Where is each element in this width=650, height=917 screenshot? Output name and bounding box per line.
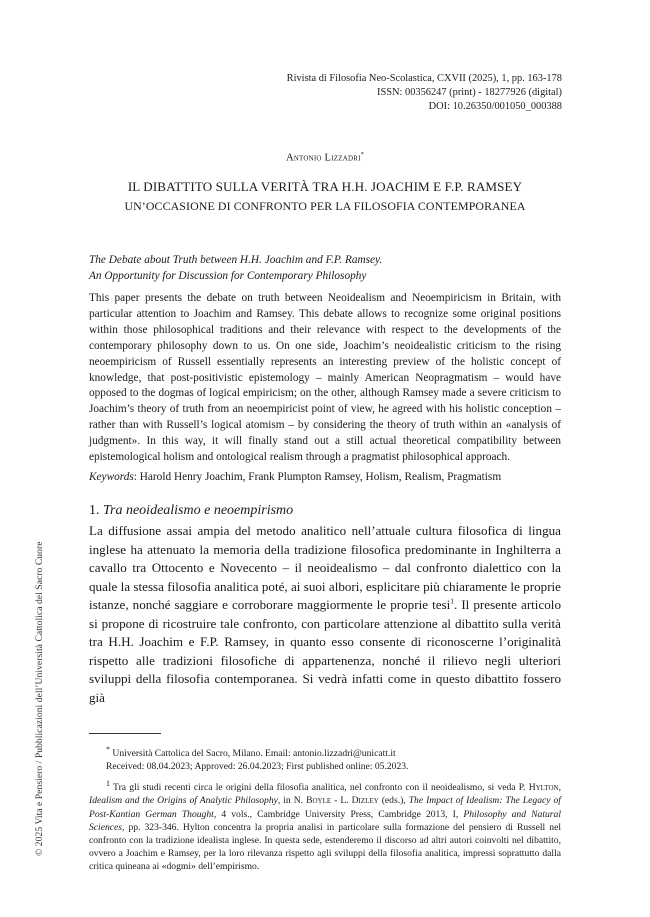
footnote-1-mark: 1: [106, 779, 110, 788]
footnote-1-text: ,: [558, 782, 561, 794]
author-line: [0, 151, 650, 164]
side-copyright-credit: © 2025 Vita e Pensiero / Pubblicazioni dell’Università Cattolica del Sacro Cuore: [34, 541, 45, 856]
author-footnote-mark: *: [360, 151, 365, 158]
english-title-line-1: The Debate about Truth between H.H. Joachim and F.P. Ramsey.: [89, 254, 383, 266]
footnote-1-text: , in N.: [277, 795, 307, 807]
body-text-part-2: . Il presente articolo si propone di ricostruire tale confronto, con particolare attenzione al dibattito sulla verità tra H.H. Joachim e F.P. Ramsey, in quanto esso consente di riconoscerne l’originalità rispetto alle tradizioni filosofiche di appartenenza, nonché il rilievo negli ulteriori sviluppi della filosofia contemporanea. Si vedrà infatti come in questo dibattito fossero già: [89, 597, 561, 705]
author-name: Antonio Lizzadri: [285, 152, 361, 164]
editor-surname-boyle: Boyle: [306, 795, 332, 807]
journal-citation: Rivista di Filosofia Neo-Scolastica, CXVII (2025), 1, pp. 163-178: [286, 73, 562, 84]
journal-info: [287, 72, 562, 115]
cited-book-title: The Impact of Idealism: The Legacy of Post-Kantian German Thought: [89, 795, 561, 820]
section-heading: [89, 503, 293, 519]
journal-doi: DOI: 10.26350/001050_000388: [428, 101, 562, 113]
footnote-ref-1: 1: [450, 596, 455, 606]
author-affiliation: [106, 743, 562, 760]
author-affiliation-text: Università Cattolica del Sacro, Milano. Email: antonio.lizzadri@unicatt.it: [110, 748, 396, 760]
section-number: 1.: [89, 503, 103, 518]
body-text-part-1: La diffusione assai ampia del metodo analitico nell’attuale cultura filosofica di lingua inglese ha attenuato la memoria della tradizione filosofica predominante in Inghilterra a cavallo tra Ottocento e Novecento – il neoidealismo – dal confronto dialettico con la quale la stessa filosofia analitica poté, ai suoi albori, esplicitare più chiaramente le proprie istanze, nonché saggiare e corroborare maggiormente le proprie tesi: [89, 523, 561, 612]
section-title: Tra neoidealismo e neoempirismo: [103, 503, 294, 518]
article-title: IL DIBATTITO SULLA VERITÀ TRA H.H. JOACHIM E F.P. RAMSEY: [127, 179, 523, 194]
body-paragraph: [89, 522, 561, 707]
footnote-separator: [89, 733, 161, 734]
author-footnote: [106, 743, 562, 774]
abstract-text: This paper presents the debate on truth between Neoidealism and Neoempiricism in Britain, with particular attention to Joachim and Ramsey. This debate allows to recognize some original positions within those philosophical traditions and their relevance with respect to the developments of the contemporary philosophy down to us. On one side, Joachim’s neoidealistic criticism to the rising neoempiricism of Russell essentially represents an interesting preview of the holistic concept of knowledge, that post-positivistic epistemology – mainly American Neopragmatism – would have opposed to the dogmas of logical empiricism; on the other, although Ramsey made a severe criticism to Joachim’s theory of truth from an neoempiricist point of view, he agreed with his holistic conception – rather than with Russell’s logical atomism – by considering the theory of truth within an «analysis of judgment». In this way, it will finally stand out a still actual theoretical compatibility between epistemological holism and ontological realism through a pragmatist philosophical approach.: [89, 292, 561, 464]
author-surname-hylton: Hylton: [528, 782, 559, 794]
article-subtitle: UN’OCCASIONE DI CONFRONTO PER LA FILOSOFIA CONTEMPORANEA: [124, 199, 526, 213]
journal-issn: ISSN: 00356247 (print) - 18277926 (digital): [377, 87, 562, 99]
cited-work-title: Idealism and the Origins of Analytic Philosophy: [89, 795, 278, 807]
footnote-1-text: (eds.),: [378, 795, 409, 807]
keywords-line: [89, 470, 569, 485]
editor-surname-dizley: Dizley: [351, 795, 379, 807]
english-title: [89, 253, 559, 284]
cited-volume-title: Philosophy and Natural Sciences: [89, 808, 561, 833]
keywords-list: : Harold Henry Joachim, Frank Plumpton Ramsey, Holism, Realism, Pragmatism: [133, 471, 502, 483]
footnote-1-text: , 4 vols., Cambridge University Press, Cambridge 2013, I,: [213, 808, 464, 820]
submission-dates: Received: 08.04.2023; Approved: 26.04.2023; First published online: 05.2023.: [106, 761, 409, 773]
footnote-1-text: Tra gli studi recenti circa le origini della filosofia analitica, nel confronto con il neoidealismo, si veda P.: [110, 782, 529, 794]
keywords-label: Keywords: [89, 471, 134, 483]
english-title-line-2: An Opportunity for Discussion for Contemporary Philosophy: [89, 269, 367, 282]
footnote-1-text: - L.: [331, 795, 352, 807]
author-footnote-symbol: *: [106, 745, 110, 754]
footnote-1: [89, 777, 561, 874]
footnote-1-text: , pp. 323-346. Hylton concentra la propria analisi in particolare sulla formazione del pensiero di Russell nel confronto con la tradizione idealista inglese. In questa sede, estenderemo il discorso ad altri autori coinvolti nel dibattito, ovvero a Joachim e Ramsey, per la loro rilevanza rispetto agli sviluppi della filosofia analitica, impressi soprattutto dalla critica quineana ai «dogmi» dell’empirismo.: [89, 821, 561, 873]
